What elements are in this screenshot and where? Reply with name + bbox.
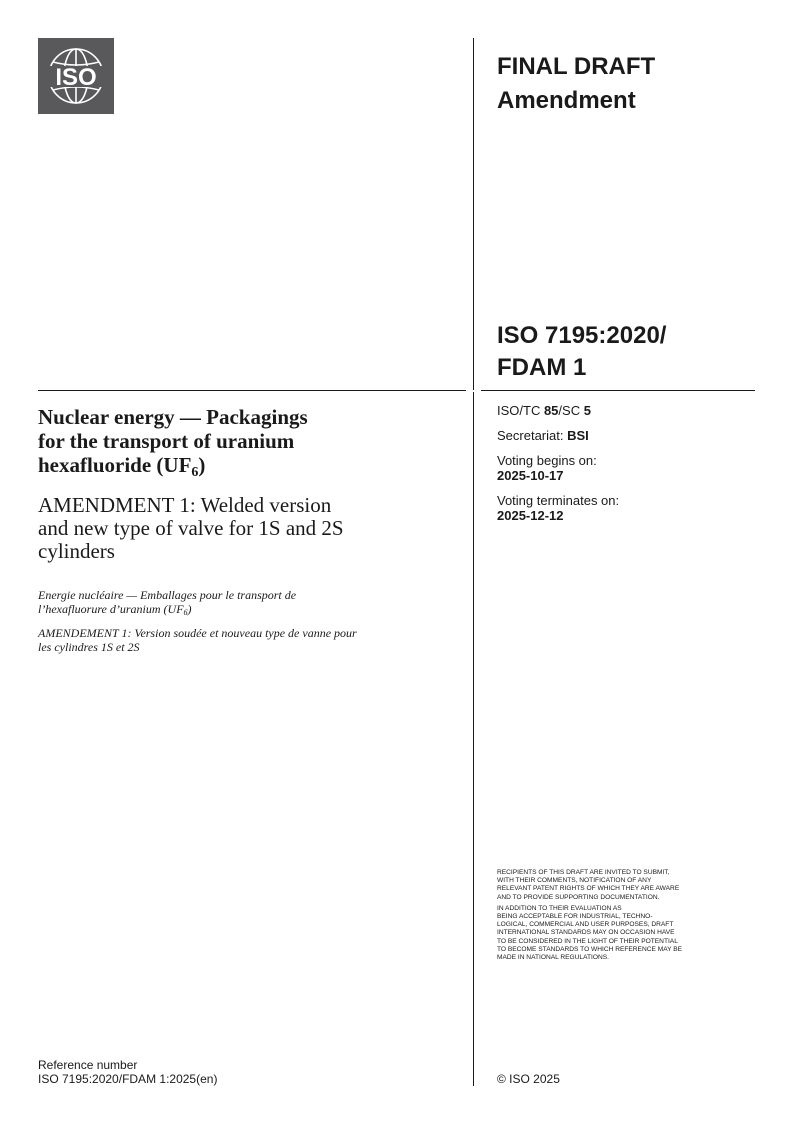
amendment-title-line1: AMENDMENT 1: Welded version [38,493,332,517]
main-title [38,405,458,485]
amendment-title-line2: and new type of valve for 1S and 2S [38,516,344,540]
notice-line: MADE IN NATIONAL REGULATIONS. [497,954,609,962]
notice-paragraph-2 [497,905,757,962]
main-title-line1: Nuclear energy — Packagings [38,405,308,429]
notice-paragraph-1 [497,869,757,902]
french-amendment-line2: les cylindres 1S et 2S [38,640,140,654]
french-title-line2 [38,602,458,620]
french-main-title [38,588,458,620]
amendment-title-line3: cylinders [38,539,115,563]
notice-line: RELEVANT PATENT RIGHTS OF WHICH THEY ARE AWARE [497,885,680,893]
voting-begins-row [497,453,757,483]
notice-line: LOGICAL, COMMERCIAL AND USER PURPOSES, DRAFT [497,921,674,929]
french-title-suffix: ) [187,602,192,616]
horizontal-divider-right [481,390,755,391]
notice-line: TO BECOME STANDARDS TO WHICH REFERENCE MAY BE [497,945,683,953]
voting-begins-label: Voting begins on: [497,453,597,468]
voting-terminates-date: 2025-12-12 [497,508,564,523]
sc-number: 5 [583,403,591,418]
document-id-line2: FDAM 1 [497,354,587,381]
notice-line: RECIPIENTS OF THIS DRAFT ARE INVITED TO SUBMIT, [497,869,670,876]
document-meta [497,403,757,533]
notice-line: BEING ACCEPTABLE FOR INDUSTRIAL, TECHNO- [497,913,653,921]
reference-label: Reference number [38,1058,138,1072]
horizontal-divider-left [38,390,466,391]
french-title-subscript: 6 [183,608,188,617]
reference-number: ISO 7195:2020/FDAM 1:2025(en) [38,1072,218,1086]
french-amendment-title [38,626,458,654]
tc-number: 85 [543,403,559,418]
notice-line: TO BE CONSIDERED IN THE LIGHT OF THEIR POTENTIAL [497,937,678,945]
notice-line: AND TO PROVIDE SUPPORTING DOCUMENTATION. [497,893,660,901]
voting-terminates-label: Voting terminates on: [497,493,620,508]
main-title-line3-text: hexafluoride (UF [38,453,192,477]
iso-logo [38,38,114,114]
document-id-line1: ISO 7195:2020/ [497,322,667,349]
secretariat-value: BSI [567,428,589,443]
vertical-divider-top [473,38,474,390]
document-identifier [497,320,767,384]
copyright: © ISO 2025 [497,1072,560,1086]
vertical-divider-bottom [473,392,474,1086]
main-title-subscript: 6 [191,465,199,480]
french-title-line1: Energie nucléaire — Emballages pour le transport de [38,588,297,602]
french-title [38,588,458,660]
draft-notice [497,869,757,965]
secretariat-label: Secretariat: [497,428,568,443]
tc-prefix: ISO/TC [497,403,544,418]
iso-globe-icon [38,38,114,114]
committee-row [497,403,757,418]
iso-logo-text: ISO [55,64,97,91]
french-amendment-line1: AMENDEMENT 1: Version soudée et nouveau type de vanne pour [38,626,357,640]
main-title-line2: for the transport of uranium [38,429,295,453]
document-stage [497,50,767,118]
notice-line: IN ADDITION TO THEIR EVALUATION AS [497,904,622,912]
secretariat-row [497,428,757,443]
amendment-label: Amendment [497,87,636,114]
sc-prefix: /SC [558,403,584,418]
amendment-title [38,494,458,563]
notice-line: WITH THEIR COMMENTS, NOTIFICATION OF ANY [497,877,652,885]
french-title-line2-text: l’hexafluorure d’uranium (UF [38,602,184,616]
final-draft-label: FINAL DRAFT [497,53,656,80]
main-title-suffix: ) [198,453,206,477]
main-title-line3 [38,453,458,485]
voting-begins-date: 2025-10-17 [497,468,564,483]
voting-terminates-row [497,493,757,523]
notice-line: INTERNATIONAL STANDARDS MAY ON OCCASION HAVE [497,929,675,937]
